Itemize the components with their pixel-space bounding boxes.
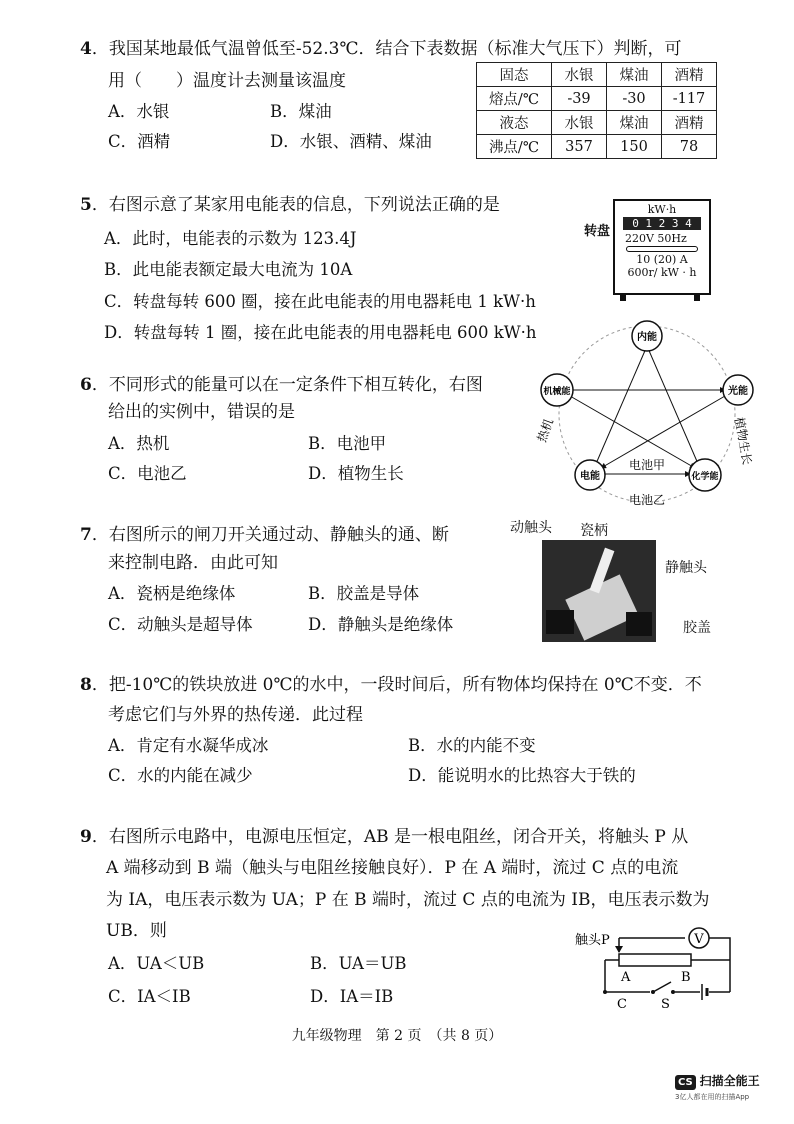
- q5-option-c: C．转盘每转 600 圈，接在此电能表的用电器耗电 1 kW·h: [104, 292, 536, 311]
- q8-option-a: A．肯定有水凝华成冰: [108, 736, 269, 755]
- edge-label-heat-engine: 热机: [535, 416, 557, 445]
- label-end-a: A: [621, 970, 631, 985]
- q9-line3: 为 IA，电压表示数为 UA；P 在 B 端时，流过 C 点的电流为 IB，电压表示数为: [106, 890, 710, 910]
- scanner-watermark: [675, 1072, 760, 1102]
- scanner-badge: CS: [675, 1075, 696, 1090]
- q9-option-d: D．IA＝IB: [310, 987, 394, 1006]
- edge-label-plant-growth: 植物生长: [732, 416, 755, 466]
- q4-option-a: A．水银: [108, 102, 170, 121]
- node-label-top: 内能: [637, 332, 657, 343]
- q7-option-d: D．静触头是绝缘体: [308, 615, 454, 634]
- meter-rate: 600r/ kW · h: [627, 266, 697, 279]
- switch-s: [653, 982, 671, 992]
- q9-option-a: A．UA＜UB: [108, 954, 205, 973]
- meter-voltage: 220V 50Hz: [625, 232, 687, 245]
- q6-option-b: B．电池甲: [308, 434, 387, 453]
- q7-option-a: A．瓷柄是绝缘体: [108, 584, 236, 603]
- label-porcelain-handle: 瓷柄: [580, 523, 608, 539]
- edge-label-battery-b: 电池乙: [628, 493, 666, 507]
- q9-line1: 9．右图所示电路中，电源电压恒定，AB 是一根电阻丝，闭合开关，将触头 P 从: [80, 827, 689, 847]
- energy-conversion-diagram: [535, 318, 760, 510]
- label-rubber-cover: 胶盖: [683, 620, 711, 636]
- q5-option-a: A．此时，电能表的示数为 123.4J: [104, 229, 357, 248]
- edge-label-battery-a: 电池甲: [628, 458, 666, 472]
- q8-line2: 考虑它们与外界的热传递．此过程: [108, 705, 363, 725]
- label-static-contact: 静触头: [665, 560, 707, 576]
- q8-option-c: C．水的内能在减少: [108, 766, 253, 785]
- meter-digits: 0 1 2 3 4: [623, 217, 701, 230]
- table-row: 沸点/℃ 357 150 78: [477, 135, 717, 159]
- label-switch-s: S: [661, 997, 670, 1010]
- meter-foot-left: [620, 293, 626, 301]
- node-label-left: 机械能: [543, 387, 571, 397]
- meter-foot-right: [694, 293, 700, 301]
- node-label-br: 化学能: [691, 472, 719, 482]
- q9-option-c: C．IA＜IB: [108, 987, 191, 1006]
- scanner-name: 扫描全能王: [699, 1074, 760, 1088]
- q6-option-a: A．热机: [108, 434, 170, 453]
- label-moving-contact: 动触头: [510, 520, 552, 536]
- q8-option-d: D．能说明水的比热容大于铁的: [408, 766, 636, 785]
- meter-unit: kW·h: [647, 203, 677, 216]
- q8-option-b: B．水的内能不变: [408, 736, 536, 755]
- q4-option-d: D．水银、酒精、煤油: [270, 132, 432, 151]
- energy-meter: [613, 199, 711, 295]
- table-row: 熔点/℃ -39 -30 -117: [477, 87, 717, 111]
- q7-option-c: C．动触头是超导体: [108, 615, 253, 634]
- q4-line1: 4．我国某地最低气温曾低至-52.3℃．结合下表数据（标准大气压下）判断，可: [80, 39, 682, 59]
- label-contact-p: 触头P: [575, 933, 610, 948]
- q9-line2: A 端移动到 B 端（触头与电阻丝接触良好）．P 在 A 端时，流过 C 点的电流: [106, 858, 679, 878]
- q6-line1: 6．不同形式的能量可以在一定条件下相互转化，右图: [80, 375, 483, 395]
- voltmeter-label: V: [694, 932, 704, 947]
- meter-dial: [626, 246, 698, 252]
- node-label-right: 光能: [728, 386, 748, 397]
- resistor-wire: [619, 954, 691, 966]
- table-row: 液态 水银 煤油 酒精: [477, 111, 717, 135]
- q7-line1: 7．右图所示的闸刀开关通过动、静触头的通、断: [80, 525, 449, 545]
- q4-option-b: B．煤油: [270, 102, 332, 121]
- scanner-tagline: 3亿人都在用的扫描App: [675, 1093, 750, 1101]
- q9-circuit-diagram: [575, 918, 745, 1010]
- page-footer: 九年级物理 第 2 页 （共 8 页）: [291, 1028, 503, 1044]
- q5-option-b: B．此电能表额定最大电流为 10A: [104, 260, 353, 279]
- q9-line4: UB．则: [106, 921, 167, 941]
- meter-current: 10 (20) A: [636, 253, 688, 266]
- switch-cover-left: [546, 610, 574, 634]
- q4-option-c: C．酒精: [108, 132, 171, 151]
- label-point-c: C: [617, 997, 627, 1010]
- table-row: 固态 水银 煤油 酒精: [477, 63, 717, 87]
- q4-line2: 用（ ）温度计去测量该温度: [108, 71, 346, 91]
- q8-line1: 8．把-10℃的铁块放进 0℃的水中，一段时间后，所有物体均保持在 0℃不变．不: [80, 675, 702, 695]
- q5-line1: 5．右图示意了某家用电能表的信息，下列说法正确的是: [80, 195, 500, 215]
- q5-option-d: D．转盘每转 1 圈，接在此电能表的用电器耗电 600 kW·h: [104, 323, 537, 342]
- q6-option-d: D．植物生长: [308, 464, 404, 483]
- q9-option-b: B．UA＝UB: [310, 954, 407, 973]
- q6-line2: 给出的实例中，错误的是: [108, 402, 295, 422]
- q6-option-c: C．电池乙: [108, 464, 187, 483]
- node-label-bl: 电能: [580, 471, 600, 482]
- switch-cover-right: [626, 612, 652, 636]
- q7-option-b: B．胶盖是导体: [308, 584, 420, 603]
- knife-switch-photo: [542, 540, 656, 642]
- label-end-b: B: [681, 970, 691, 985]
- q4-data-table: [476, 62, 717, 159]
- meter-dial-label: 转盘: [584, 224, 611, 239]
- q7-line2: 来控制电路．由此可知: [108, 553, 278, 573]
